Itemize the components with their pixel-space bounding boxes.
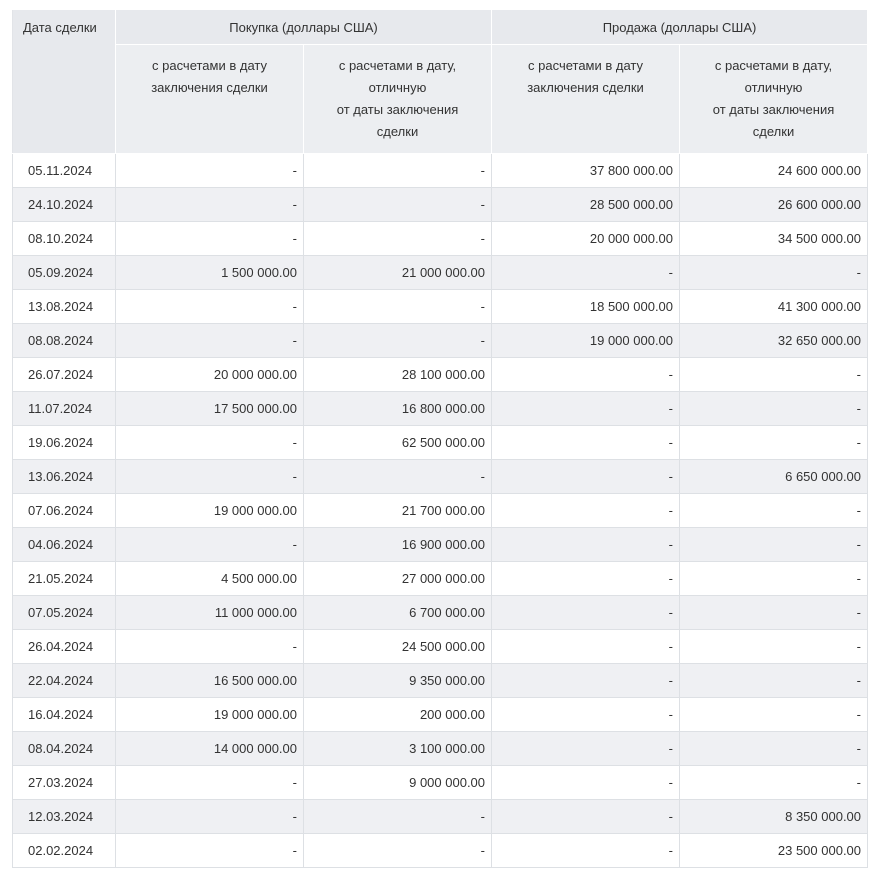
buy-same-day-cell: 11 000 000.00 xyxy=(116,596,304,630)
sell-other-day-cell: - xyxy=(680,256,868,290)
buy-same-day-cell: - xyxy=(116,324,304,358)
header-sell: Продажа (доллары США) xyxy=(492,10,868,45)
buy-same-day-cell: 19 000 000.00 xyxy=(116,494,304,528)
buy-same-day-cell: - xyxy=(116,800,304,834)
buy-other-day-cell: - xyxy=(304,154,492,188)
deal-date-cell: 27.03.2024 xyxy=(13,766,116,800)
table-row xyxy=(13,358,868,392)
sell-same-day-cell: 28 500 000.00 xyxy=(492,188,680,222)
sell-same-day-cell: 37 800 000.00 xyxy=(492,154,680,188)
deal-date-cell: 04.06.2024 xyxy=(13,528,116,562)
sell-same-day-cell: - xyxy=(492,562,680,596)
buy-same-day-cell: - xyxy=(116,460,304,494)
sell-other-day-cell: 26 600 000.00 xyxy=(680,188,868,222)
sell-other-day-cell: - xyxy=(680,596,868,630)
deal-date-cell: 13.06.2024 xyxy=(13,460,116,494)
sell-other-day-cell: - xyxy=(680,664,868,698)
table-row xyxy=(13,698,868,732)
deal-date-cell: 05.09.2024 xyxy=(13,256,116,290)
buy-other-day-cell: 16 800 000.00 xyxy=(304,392,492,426)
sell-other-day-cell: 34 500 000.00 xyxy=(680,222,868,256)
buy-same-day-cell: - xyxy=(116,766,304,800)
sell-other-day-cell: 24 600 000.00 xyxy=(680,154,868,188)
deal-date-cell: 05.11.2024 xyxy=(13,154,116,188)
buy-same-day-cell: - xyxy=(116,290,304,324)
buy-other-day-cell: 200 000.00 xyxy=(304,698,492,732)
table-row xyxy=(13,256,868,290)
sell-same-day-cell: - xyxy=(492,426,680,460)
buy-same-day-cell: - xyxy=(116,188,304,222)
sell-other-day-cell: - xyxy=(680,358,868,392)
deal-date-cell: 26.07.2024 xyxy=(13,358,116,392)
sell-same-day-cell: - xyxy=(492,698,680,732)
table-row xyxy=(13,732,868,766)
sell-same-day-cell: - xyxy=(492,630,680,664)
buy-same-day-cell: 19 000 000.00 xyxy=(116,698,304,732)
deal-date-cell: 26.04.2024 xyxy=(13,630,116,664)
table-row xyxy=(13,188,868,222)
table-row xyxy=(13,664,868,698)
buy-other-day-cell: - xyxy=(304,188,492,222)
sell-same-day-cell: 18 500 000.00 xyxy=(492,290,680,324)
deal-date-cell: 02.02.2024 xyxy=(13,834,116,868)
buy-other-day-cell: 27 000 000.00 xyxy=(304,562,492,596)
table-row xyxy=(13,290,868,324)
table-row xyxy=(13,392,868,426)
sell-other-day-cell: - xyxy=(680,392,868,426)
header-sell-same-day: с расчетами в дату заключения сделки xyxy=(492,45,680,154)
table-row xyxy=(13,562,868,596)
deal-date-cell: 11.07.2024 xyxy=(13,392,116,426)
table-row xyxy=(13,528,868,562)
table-body xyxy=(13,154,868,868)
deal-date-cell: 13.08.2024 xyxy=(13,290,116,324)
buy-other-day-cell: 21 700 000.00 xyxy=(304,494,492,528)
sell-other-day-cell: - xyxy=(680,732,868,766)
sell-same-day-cell: 20 000 000.00 xyxy=(492,222,680,256)
deal-date-cell: 12.03.2024 xyxy=(13,800,116,834)
buy-other-day-cell: 9 350 000.00 xyxy=(304,664,492,698)
sell-same-day-cell: - xyxy=(492,766,680,800)
sell-same-day-cell: - xyxy=(492,256,680,290)
sell-other-day-cell: - xyxy=(680,426,868,460)
buy-other-day-cell: 3 100 000.00 xyxy=(304,732,492,766)
table-row xyxy=(13,766,868,800)
buy-other-day-cell: 9 000 000.00 xyxy=(304,766,492,800)
buy-other-day-cell: - xyxy=(304,324,492,358)
buy-same-day-cell: 4 500 000.00 xyxy=(116,562,304,596)
table-row xyxy=(13,630,868,664)
sell-other-day-cell: - xyxy=(680,528,868,562)
sell-other-day-cell: - xyxy=(680,630,868,664)
table-row xyxy=(13,324,868,358)
buy-same-day-cell: 16 500 000.00 xyxy=(116,664,304,698)
sell-other-day-cell: 8 350 000.00 xyxy=(680,800,868,834)
table-row xyxy=(13,426,868,460)
table-row xyxy=(13,222,868,256)
deals-table xyxy=(12,9,868,868)
table-row xyxy=(13,596,868,630)
deal-date-cell: 07.05.2024 xyxy=(13,596,116,630)
table-row xyxy=(13,494,868,528)
deal-date-cell: 16.04.2024 xyxy=(13,698,116,732)
table-header xyxy=(13,10,868,154)
sell-same-day-cell: - xyxy=(492,596,680,630)
buy-same-day-cell: 1 500 000.00 xyxy=(116,256,304,290)
buy-other-day-cell: 6 700 000.00 xyxy=(304,596,492,630)
buy-same-day-cell: 20 000 000.00 xyxy=(116,358,304,392)
sell-same-day-cell: - xyxy=(492,528,680,562)
deal-date-cell: 24.10.2024 xyxy=(13,188,116,222)
buy-same-day-cell: 14 000 000.00 xyxy=(116,732,304,766)
deal-date-cell: 07.06.2024 xyxy=(13,494,116,528)
deal-date-cell: 08.10.2024 xyxy=(13,222,116,256)
header-buy-same-day: с расчетами в дату заключения сделки xyxy=(116,45,304,154)
deal-date-cell: 21.05.2024 xyxy=(13,562,116,596)
header-buy: Покупка (доллары США) xyxy=(116,10,492,45)
deal-date-cell: 08.08.2024 xyxy=(13,324,116,358)
header-date: Дата сделки xyxy=(13,10,116,154)
sell-same-day-cell: - xyxy=(492,732,680,766)
table-row xyxy=(13,800,868,834)
deals-table-container xyxy=(12,9,868,868)
buy-other-day-cell: - xyxy=(304,290,492,324)
sell-same-day-cell: - xyxy=(492,834,680,868)
buy-other-day-cell: - xyxy=(304,834,492,868)
sell-same-day-cell: - xyxy=(492,358,680,392)
header-sell-other-day: с расчетами в дату, отличную от даты заключения сделки xyxy=(680,45,868,154)
buy-same-day-cell: - xyxy=(116,154,304,188)
buy-same-day-cell: - xyxy=(116,834,304,868)
sell-other-day-cell: 6 650 000.00 xyxy=(680,460,868,494)
buy-other-day-cell: 28 100 000.00 xyxy=(304,358,492,392)
sell-same-day-cell: - xyxy=(492,460,680,494)
buy-other-day-cell: - xyxy=(304,222,492,256)
sell-same-day-cell: - xyxy=(492,664,680,698)
buy-other-day-cell: - xyxy=(304,460,492,494)
sell-other-day-cell: 32 650 000.00 xyxy=(680,324,868,358)
deal-date-cell: 08.04.2024 xyxy=(13,732,116,766)
buy-other-day-cell: 24 500 000.00 xyxy=(304,630,492,664)
table-row xyxy=(13,460,868,494)
buy-same-day-cell: - xyxy=(116,426,304,460)
buy-other-day-cell: - xyxy=(304,800,492,834)
sell-other-day-cell: - xyxy=(680,698,868,732)
buy-same-day-cell: 17 500 000.00 xyxy=(116,392,304,426)
table-row xyxy=(13,154,868,188)
sell-other-day-cell: - xyxy=(680,562,868,596)
sell-same-day-cell: - xyxy=(492,494,680,528)
buy-other-day-cell: 62 500 000.00 xyxy=(304,426,492,460)
sell-same-day-cell: 19 000 000.00 xyxy=(492,324,680,358)
table-row xyxy=(13,834,868,868)
sell-other-day-cell: 41 300 000.00 xyxy=(680,290,868,324)
sell-same-day-cell: - xyxy=(492,800,680,834)
header-buy-other-day: с расчетами в дату, отличную от даты заключения сделки xyxy=(304,45,492,154)
sell-other-day-cell: - xyxy=(680,766,868,800)
buy-same-day-cell: - xyxy=(116,630,304,664)
buy-same-day-cell: - xyxy=(116,528,304,562)
sell-other-day-cell: 23 500 000.00 xyxy=(680,834,868,868)
deal-date-cell: 22.04.2024 xyxy=(13,664,116,698)
sell-same-day-cell: - xyxy=(492,392,680,426)
buy-other-day-cell: 21 000 000.00 xyxy=(304,256,492,290)
sell-other-day-cell: - xyxy=(680,494,868,528)
buy-other-day-cell: 16 900 000.00 xyxy=(304,528,492,562)
deal-date-cell: 19.06.2024 xyxy=(13,426,116,460)
buy-same-day-cell: - xyxy=(116,222,304,256)
